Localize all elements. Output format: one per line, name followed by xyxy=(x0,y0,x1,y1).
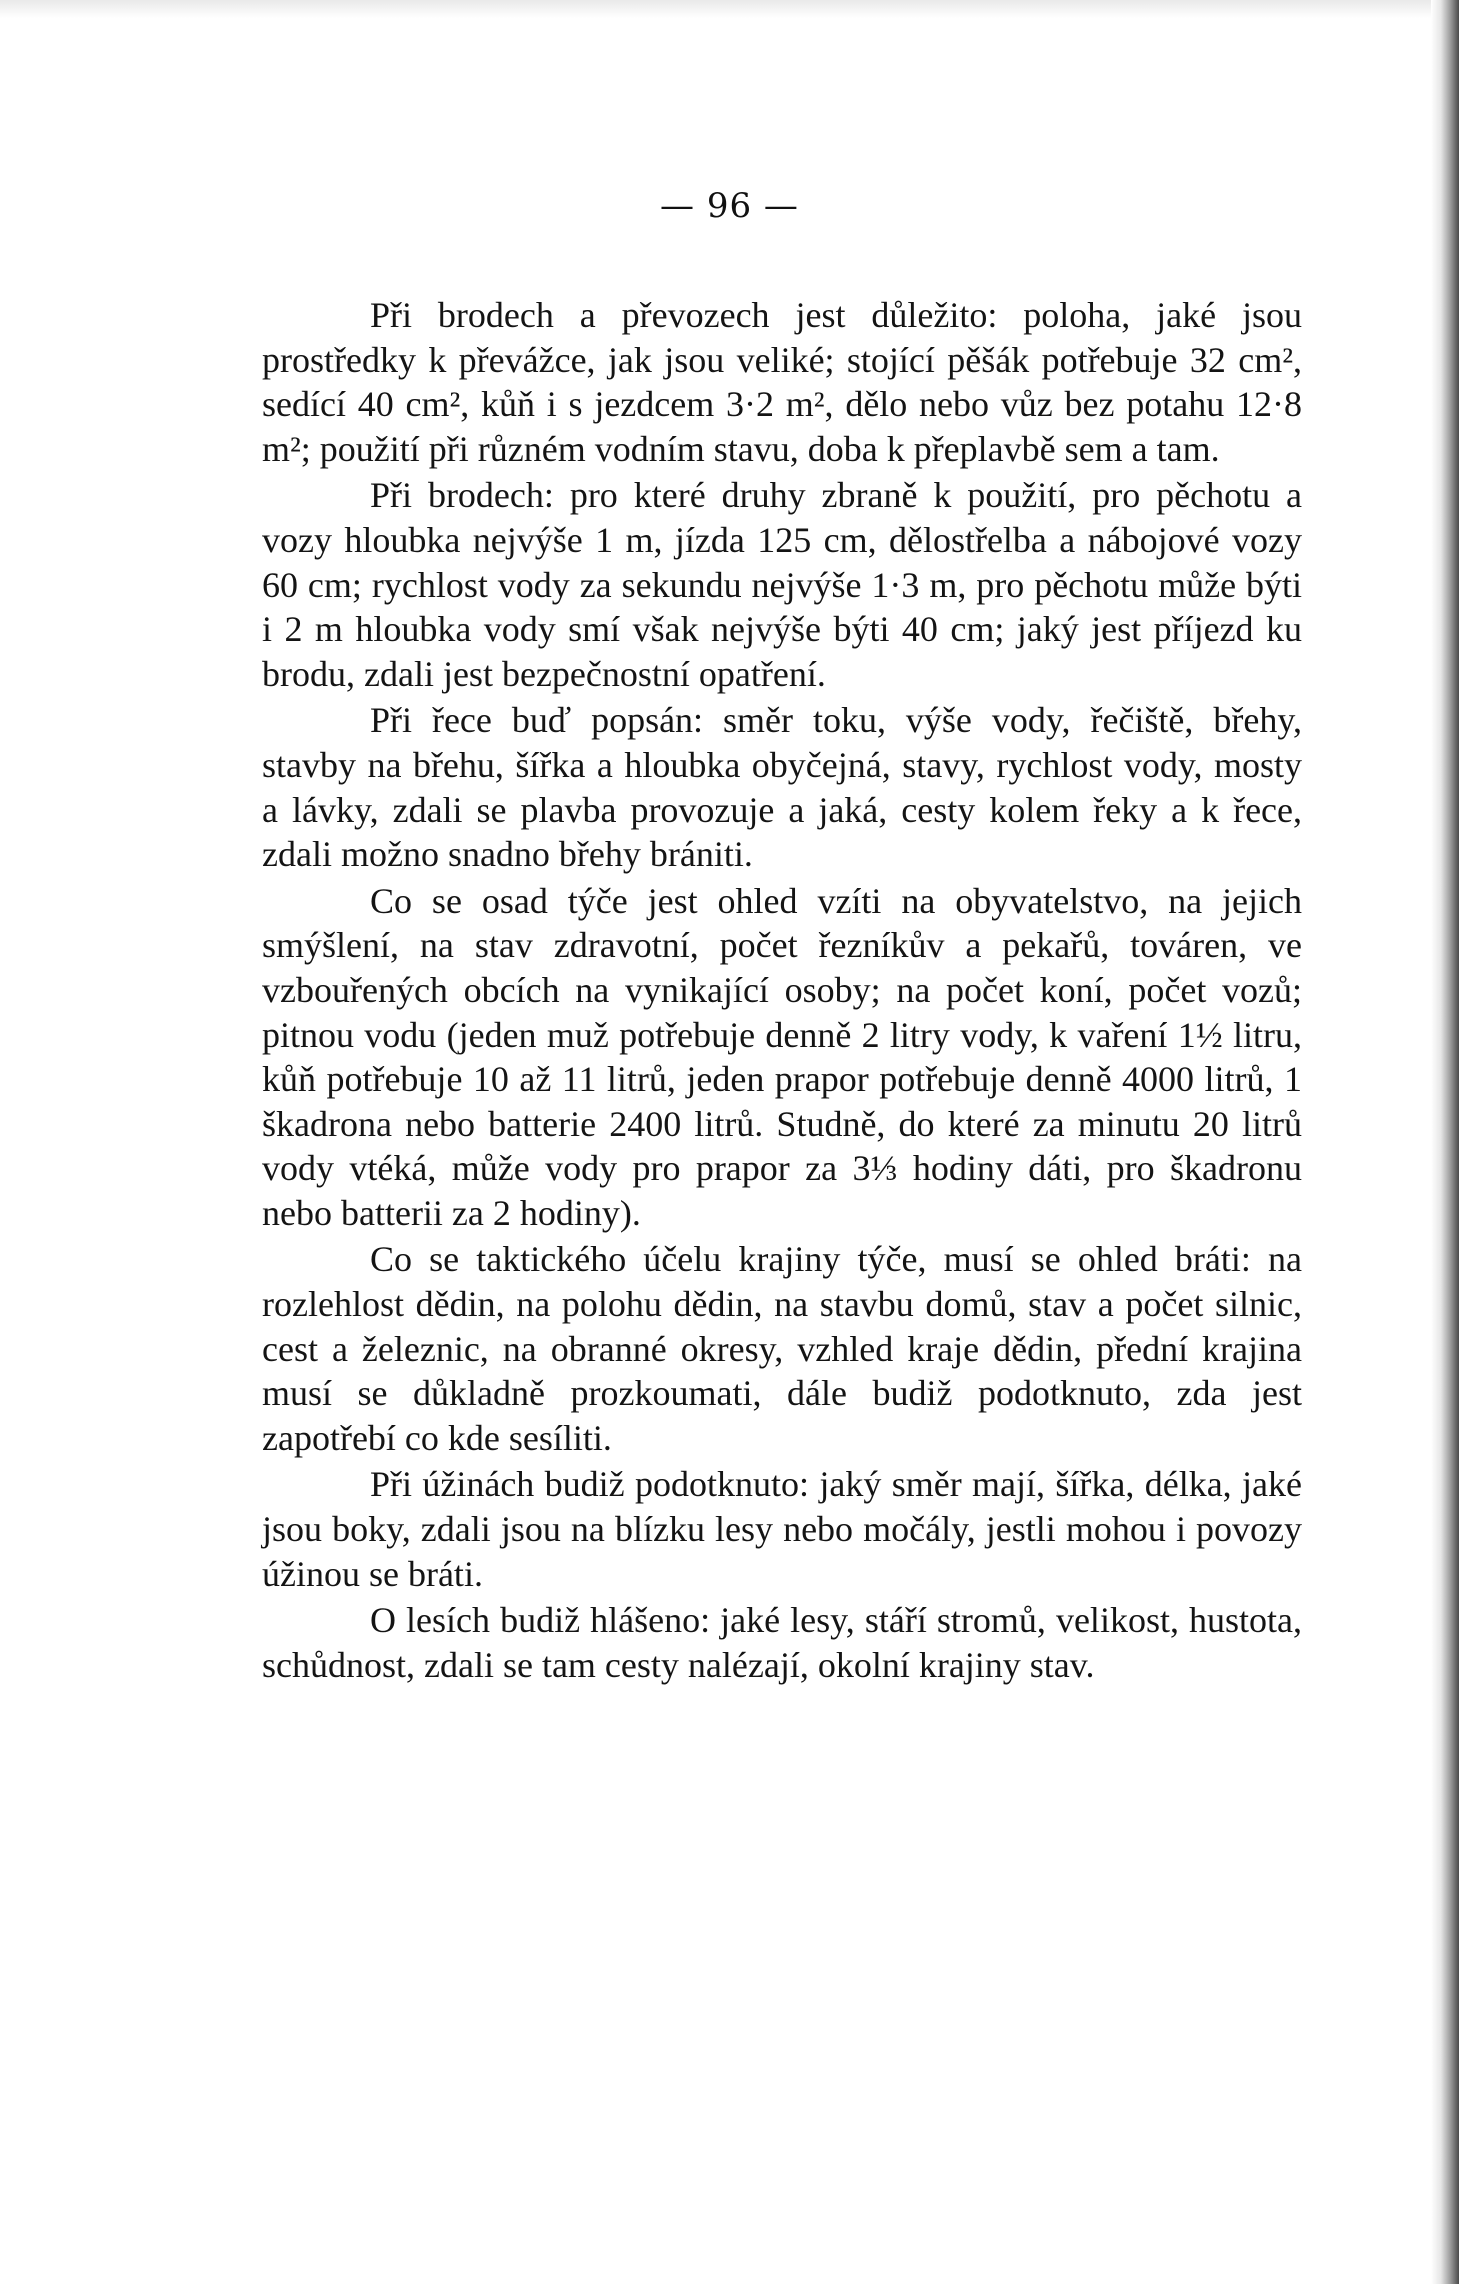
paragraph-forests: O lesích budiž hlášeno: jaké lesy, stáří stromů, velikost, hustota, schůdnost, zdali se tam cesty nalézají, okolní krajiny stav. xyxy=(262,1600,1302,1685)
paragraph-passes: Při úžinách budiž podotknuto: jaký směr mají, šířka, délka, jaké jsou boky, zdali jsou na blízku lesy nebo močály, jestli mohou i povozy úžinou se bráti. xyxy=(262,1464,1302,1594)
page-edge-shadow xyxy=(1431,0,1459,2284)
paragraph-tactical-purpose: Co se taktického účelu krajiny týče, musí se ohled bráti: na rozlehlost dědin, na polohu dědin, na stavbu domů, stav a počet silnic, cest a železnic, na obranné okresy, vzhled kraje dědin, přední krajina musí se důkladně prozkoumati, dále budiž podotknuto, zda jest zapotřebí co kde sesíliti. xyxy=(262,1239,1302,1458)
page-number: — 96 — xyxy=(660,186,799,226)
paragraph-settlements: Co se osad týče jest ohled vzíti na obyvatelstvo, na jejich smýšlení, na stav zdravotní, počet řezníkův a pekařů, továren, ve vzbouřených obcích na vynikající osoby; na počet koní, počet vozů; pitnou vodu (jeden muž potřebuje denně 2 litry vody, k vaření 1½ litru, kůň potřebuje 10 až 11 litrů, jeden prapor potřebuje denně 4000 litrů, 1 škadrona nebo batterie 2400 litrů. Studně, do které za minutu 20 litrů vody vtéká, může vody pro prapor za 3⅓ hodiny dáti, pro škadronu nebo batterii za 2 hodiny). xyxy=(262,880,1302,1233)
page-top-shadow xyxy=(0,0,1459,18)
paragraph-river: Při řece buď popsán: směr toku, výše vody, řečiště, břehy, stavby na břehu, šířka a hloubka obyčejná, stavy, rychlost vody, mosty a lávky, zdali se plavba provozuje a jaká, cesty kolem řeky a k řece, zdali možno snadno břehy brániti. xyxy=(262,700,1302,875)
paragraph-fords: Při brodech: pro které druhy zbraně k použití, pro pěchotu a vozy hloubka nejvýše 1 m, jízda 125 cm, dělostřelba a nábojové vozy 60 cm; rychlost vody za sekundu nejvýše 1·3 m, pro pěchotu může býti i 2 m hloubka vody smí však nejvýše býti 40 cm; jaký jest příjezd ku brodu, zdali jest bezpečnostní opatření. xyxy=(262,475,1302,694)
paragraph-fords-ferries: Při brodech a převozech jest důležito: poloha, jaké jsou prostředky k převážce, jak jsou veliké; stojící pěšák potřebuje 32 cm², sedící 40 cm², kůň i s jezdcem 3·2 m², dělo nebo vůz bez potahu 12·8 m²; použití při různém vodním stavu, doba k přeplavbě sem a tam. xyxy=(262,295,1302,469)
body-text xyxy=(262,293,1302,1689)
